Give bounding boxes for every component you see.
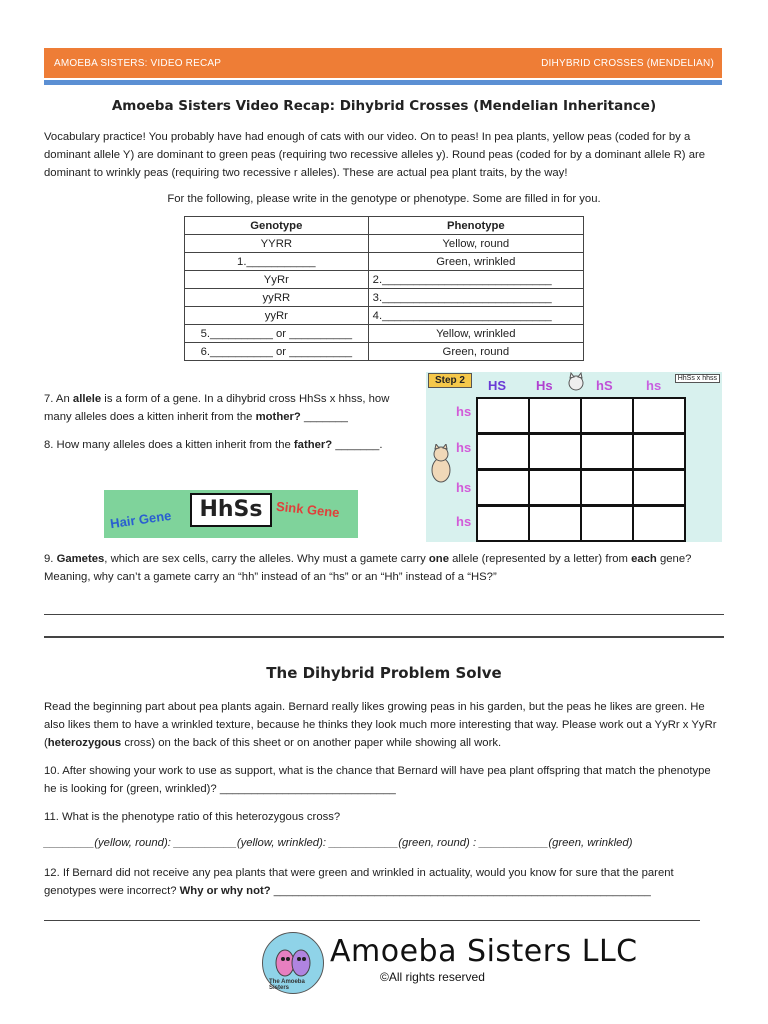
genotype-cell: yyRr [185, 307, 369, 325]
question-7: 7. An allele is a form of a gene. In a dihybrid cross HhSs x hhss, how many alleles does a kitten inherit from the mother? _______ [44, 393, 390, 423]
grid-cell[interactable] [580, 505, 634, 542]
phenotype-cell: Yellow, round [368, 235, 583, 253]
genotype-cell[interactable]: 5.__________ or __________ [185, 325, 369, 343]
cross-label: HhSs x hhss [675, 374, 720, 383]
answer-line[interactable] [44, 614, 724, 615]
header-bar [44, 48, 722, 78]
header-left: AMOEBA SISTERS: VIDEO RECAP [54, 58, 222, 69]
table-row [185, 289, 584, 307]
grid-cell[interactable] [476, 397, 530, 434]
gamete-side: hs [456, 480, 472, 495]
grid-cell[interactable] [476, 469, 530, 506]
phenotype-cell[interactable]: 3.___________________________ [368, 289, 583, 307]
genotype-cell[interactable]: 6.__________ or __________ [185, 343, 369, 361]
genotype-table [184, 216, 584, 361]
header-right: DIHYBRID CROSSES (MENDELIAN) [541, 58, 714, 69]
table-row [185, 343, 584, 361]
logo-caption: The Amoeba Sisters [269, 979, 305, 991]
phenotype-cell: Green, round [368, 343, 583, 361]
copyright: ©All rights reserved [380, 970, 485, 984]
table-row [185, 253, 584, 271]
genotype-cell[interactable]: 1.___________ [185, 253, 369, 271]
table-row [185, 235, 584, 253]
hhss-graphic [104, 490, 358, 538]
amoeba-sisters-logo [262, 932, 324, 994]
question-9: 9. Gametes, which are sex cells, carry the alleles. Why must a gamete carry one allele (represented by a letter) from each gene? Meaning, why can’t a gamete carry an “hh” instead of an “hs” or an “Hh” instead of a “HS?” [44, 553, 692, 583]
phenotype-cell: Yellow, wrinkled [368, 325, 583, 343]
gamete-top: HS [488, 378, 507, 393]
hair-gene-label: Hair Gene [109, 507, 173, 532]
gamete-side: hs [456, 440, 472, 455]
question-10: 10. After showing your work to use as support, what is the chance that Bernard will have pea plant offspring that match the phenotype he is looking for (green, wrinkled)? ____________________________ [44, 765, 711, 795]
sink-gene-label: Sink Gene [275, 498, 341, 521]
cat-head-icon [566, 372, 586, 392]
grid-cell[interactable] [476, 433, 530, 470]
question-12: 12. If Bernard did not receive any pea plants that were green and wrinkled in actuality, would you know for sure that the parent genotypes were incorrect? Why or why not? ____________________________________________________________ [44, 867, 674, 897]
grid-cell[interactable] [580, 397, 634, 434]
punnett-square-graphic [426, 372, 722, 542]
hhss-box: HhSs [190, 493, 272, 527]
cat-icon [428, 444, 454, 484]
question-8: 8. How many alleles does a kitten inherit from the father? _______. [44, 439, 383, 451]
table-row [185, 271, 584, 289]
phenotype-cell[interactable]: 4.___________________________ [368, 307, 583, 325]
grid-cell[interactable] [632, 469, 686, 506]
genotype-cell: YYRR [185, 235, 369, 253]
grid-cell[interactable] [476, 505, 530, 542]
grid-cell[interactable] [528, 469, 582, 506]
gamete-top: hs [646, 378, 662, 393]
phenotype-cell: Green, wrinkled [368, 253, 583, 271]
grid-cell[interactable] [528, 505, 582, 542]
header-genotype: Genotype [185, 217, 369, 235]
grid-cell[interactable] [632, 397, 686, 434]
grid-cell[interactable] [580, 469, 634, 506]
header-phenotype: Phenotype [368, 217, 583, 235]
problem-paragraph: Read the beginning part about pea plants again. Bernard really likes growing peas in his garden, but the peas he likes are green. He also likes them to have a wrinkled texture, because he thinks they look much more interesting that way. Please work out a YyRr x YyRr (heterozygous cross) on the back of this sheet or on another paper while showing all work. [44, 701, 717, 749]
answer-line[interactable] [44, 920, 700, 921]
grid-cell[interactable] [632, 505, 686, 542]
intro-paragraph: Vocabulary practice! You probably have had enough of cats with our video. On to peas! In pea plants, yellow peas (coded for by a dominant allele Y) are dominant to green peas (requiring two recessive alleles y). Round peas (coded for by a dominant allele R) are dominant to wrinkly peas (requiring two recessive r alleles). These are actual pea plant traits, by the way! [44, 131, 706, 179]
gamete-side: hs [456, 404, 472, 419]
page-title: Amoeba Sisters Video Recap: Dihybrid Crosses (Mendelian Inheritance) [111, 98, 657, 114]
grid-cell[interactable] [528, 397, 582, 434]
genotype-cell: YyRr [185, 271, 369, 289]
gamete-side: hs [456, 514, 472, 529]
gamete-top: hS [596, 378, 613, 393]
brand-name: Amoeba Sisters LLC [330, 934, 638, 969]
grid-cell[interactable] [580, 433, 634, 470]
header-accent-line [44, 80, 722, 85]
grid-cell[interactable] [632, 433, 686, 470]
table-header-row [185, 217, 584, 235]
table-row [185, 307, 584, 325]
instruction: For the following, please write in the genotype or phenotype. Some are filled in for you. [167, 193, 601, 205]
step-label: Step 2 [428, 373, 472, 388]
punnett-grid [476, 397, 710, 541]
section-divider [44, 636, 724, 638]
grid-cell[interactable] [528, 433, 582, 470]
question-11: 11. What is the phenotype ratio of this heterozygous cross? [44, 811, 341, 823]
phenotype-cell[interactable]: 2.___________________________ [368, 271, 583, 289]
question-11-ratio[interactable]: ________(yellow, round): __________(yellow, wrinkled): ___________(green, round) : ___________(green, wrinkled) [44, 837, 633, 849]
gamete-top: Hs [536, 378, 553, 393]
section-title: The Dihybrid Problem Solve [266, 664, 502, 682]
genotype-cell: yyRR [185, 289, 369, 307]
table-row [185, 325, 584, 343]
